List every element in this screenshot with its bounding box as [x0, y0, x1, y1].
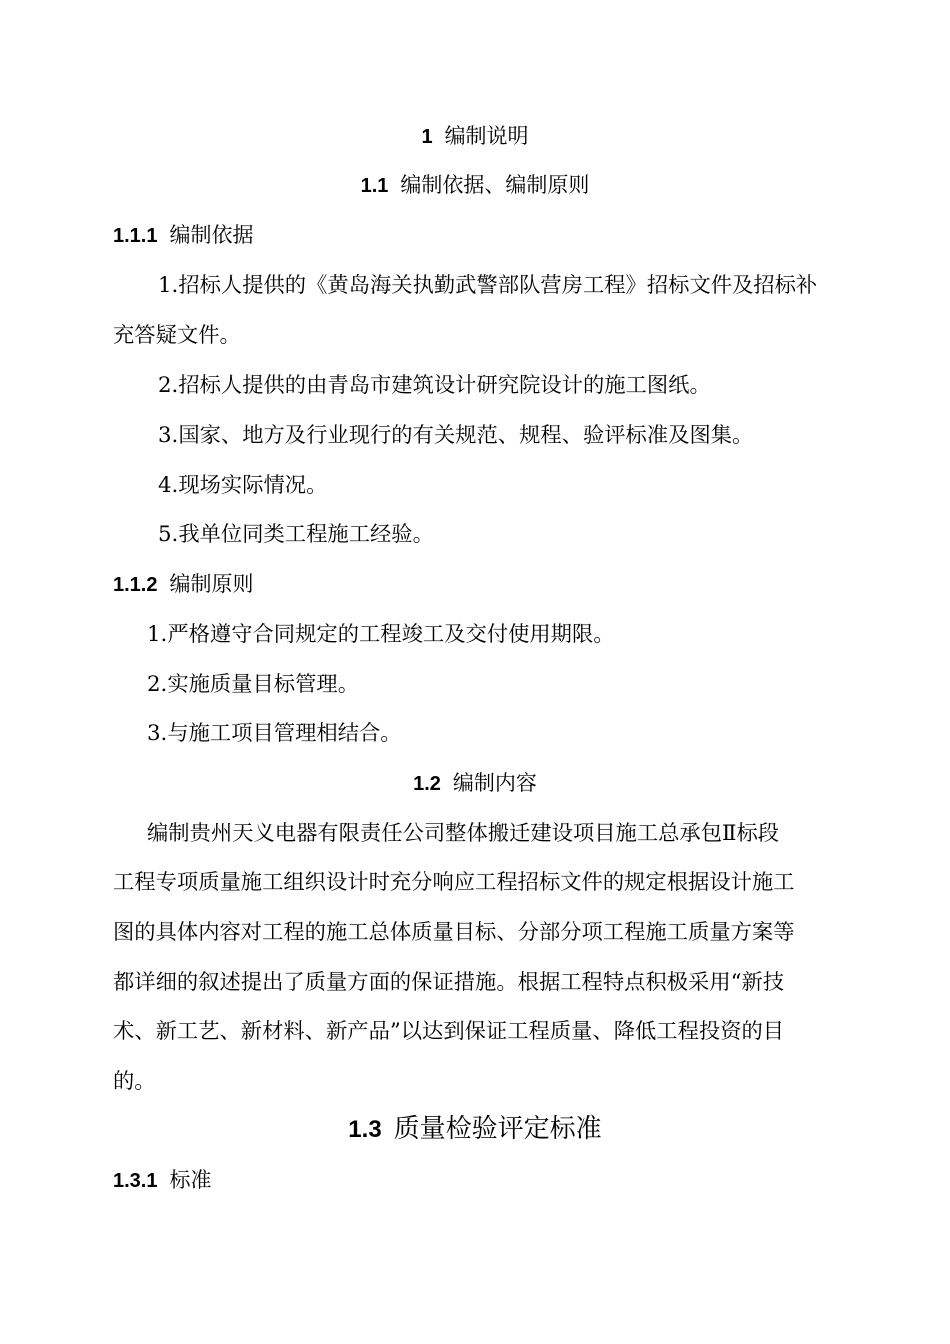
heading-1-3-1-number: 1.3.1 [113, 1170, 158, 1192]
content-line-5: 术、新工艺、新材料、新产品”以达到保证工程质量、降低工程投资的目 [113, 1019, 785, 1044]
heading-1-1-2 [113, 574, 253, 595]
heading-1-title: 编制说明 [444, 124, 529, 148]
basis-item-1-cont: 充答疑文件。 [113, 323, 241, 348]
principle-item-3: 3.与施工项目管理相结合。 [147, 721, 402, 746]
heading-1-1-title: 编制依据、编制原则 [400, 173, 590, 197]
heading-1-1-1 [113, 225, 253, 246]
heading-1-1-number: 1.1 [360, 175, 389, 197]
principle-item-2: 2.实施质量目标管理。 [147, 672, 359, 697]
basis-item-1: 1.招标人提供的《黄岛海关执勤武警部队营房工程》招标文件及招标补 [158, 273, 818, 298]
content-line-2: 工程专项质量施工组织设计时充分响应工程招标文件的规定根据设计施工 [113, 870, 795, 895]
heading-1-1-2-title: 编制原则 [169, 572, 254, 596]
heading-1-3-1-title: 标准 [169, 1168, 212, 1192]
basis-item-3: 3.国家、地方及行业现行的有关规范、规程、验评标准及图集。 [158, 423, 754, 448]
heading-1 [0, 126, 950, 147]
heading-1-2 [0, 773, 950, 794]
heading-1-1 [0, 175, 950, 196]
heading-1-1-1-number: 1.1.1 [113, 225, 158, 247]
heading-1-1-1-title: 编制依据 [169, 223, 254, 247]
heading-1-3 [0, 1116, 950, 1142]
heading-1-2-number: 1.2 [413, 773, 441, 795]
heading-1-3-title: 质量检验评定标准 [393, 1114, 602, 1144]
basis-item-4: 4.现场实际情况。 [158, 473, 328, 498]
heading-1-2-title: 编制内容 [452, 771, 537, 795]
principle-item-1: 1.严格遵守合同规定的工程竣工及交付使用期限。 [147, 622, 615, 647]
content-line-3: 图的具体内容对工程的施工总体质量目标、分部分项工程施工质量方案等 [113, 920, 795, 945]
heading-1-number: 1 [421, 126, 433, 148]
heading-1-3-number: 1.3 [348, 1116, 382, 1143]
content-line-1: 编制贵州天义电器有限责任公司整体搬迁建设项目施工总承包Ⅱ标段 [147, 821, 780, 846]
basis-item-5: 5.我单位同类工程施工经验。 [158, 522, 434, 547]
content-line-4: 都详细的叙述提出了质量方面的保证措施。根据工程特点积极采用“新技 [113, 970, 785, 995]
content-line-6: 的。 [113, 1069, 156, 1094]
heading-1-3-1 [113, 1170, 211, 1191]
heading-1-1-2-number: 1.1.2 [113, 574, 158, 596]
basis-item-2: 2.招标人提供的由青岛市建筑设计研究院设计的施工图纸。 [158, 373, 711, 398]
